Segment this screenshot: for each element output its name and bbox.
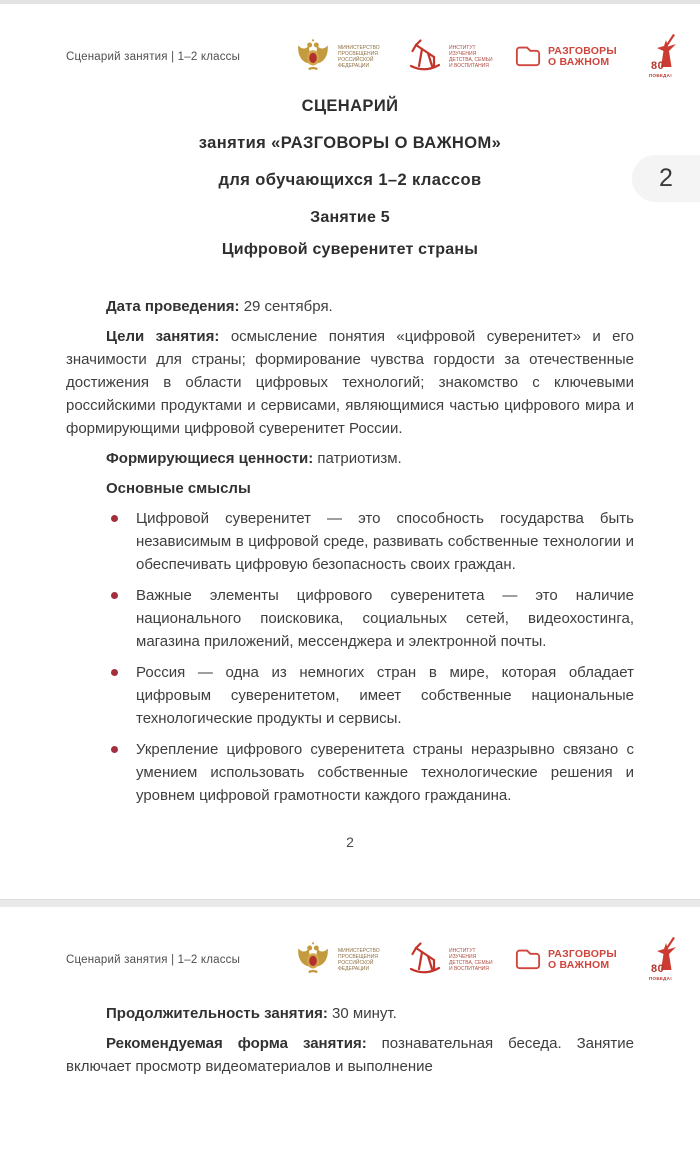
section-heading-main-ideas: Основные смыслы <box>106 480 251 497</box>
coat-of-arms-icon <box>294 939 332 982</box>
paragraph-date-label: Дата проведения: <box>106 298 240 315</box>
victory-80-text: 80 <box>651 963 665 975</box>
paragraph-values <box>66 447 634 470</box>
title-line-1: СЦЕНАРИЙ <box>301 97 399 115</box>
institute-logo <box>407 36 493 79</box>
ministry-logo <box>294 939 386 982</box>
page-indicator-badge <box>632 155 700 202</box>
paragraph-duration <box>66 1002 634 1025</box>
page-break-divider <box>0 899 700 907</box>
razgovory-logo <box>514 945 624 976</box>
razgovory-caption: РАЗГОВОРЫ О ВАЖНОМ <box>548 44 617 68</box>
list-item <box>66 661 634 730</box>
lesson-title: Цифровой суверенитет страны <box>221 241 479 258</box>
page-indicator-value: 2 <box>659 164 673 192</box>
victory-80-logo <box>645 33 685 81</box>
folder-icon <box>514 42 542 73</box>
header-logos <box>294 936 685 984</box>
title-line-2: занятия «РАЗГОВОРЫ О ВАЖНОМ» <box>198 134 502 152</box>
main-ideas-list <box>66 507 634 807</box>
paragraph-goals-text: осмысление понятия «цифровой суверенитет» и его значимости для страны; формирование чувства гордости за отечественные достижения в области цифровых технологий; знакомство с ключевыми российскими продуктами и сервисами, являющимися частью цифрового мира и формирующими цифровой суверенитет России. <box>66 328 634 437</box>
victory-pobeda-text: ПОБЕДА! <box>649 73 673 78</box>
document-title <box>66 95 634 192</box>
paragraph-duration-label: Продолжительность занятия: <box>106 1005 328 1022</box>
paragraph-date-text: 29 сентября. <box>243 298 333 315</box>
page-2 <box>0 935 700 1078</box>
header-running-title: Сценарий занятия | 1–2 классы <box>66 51 241 63</box>
institute-caption: ИНСТИТУТ ИЗУЧЕНИЯ ДЕТСТВА, СЕМЬИ И ВОСПИТАНИЯ <box>449 44 493 70</box>
header-logos <box>294 33 685 81</box>
page-1-body <box>66 295 634 807</box>
institute-logo <box>407 939 493 982</box>
previous-page-edge <box>0 0 700 4</box>
page-footer-number: 2 <box>346 834 354 850</box>
ministry-caption: МИНИСТЕРСТВО ПРОСВЕЩЕНИЯ РОССИЙСКОЙ ФЕДЕРАЦИИ <box>338 44 380 70</box>
paragraph-format-label: Рекомендуемая форма занятия: <box>106 1035 367 1052</box>
coat-of-arms-icon <box>294 36 332 79</box>
paragraph-values-label: Формирующиеся ценности: <box>106 450 314 467</box>
paragraph-format <box>66 1032 634 1078</box>
razgovory-caption: РАЗГОВОРЫ О ВАЖНОМ <box>548 947 617 971</box>
list-item-text: Важные элементы цифрового суверенитета — это наличие национального поисковика, социальных сетей, видеохостинга, магазина приложений, мессенджера и электронной почты. <box>136 587 634 650</box>
page-1 <box>0 32 700 899</box>
lesson-heading <box>66 206 634 261</box>
rocking-horse-icon <box>407 939 443 982</box>
victory-pobeda-text: ПОБЕДА! <box>649 976 673 981</box>
lesson-number: Занятие 5 <box>310 209 390 226</box>
list-item <box>66 507 634 576</box>
list-item <box>66 738 634 807</box>
folder-icon <box>514 945 542 976</box>
title-line-3: для обучающихся 1–2 классов <box>218 171 482 189</box>
paragraph-values-text: патриотизм. <box>317 450 402 467</box>
ministry-logo <box>294 36 386 79</box>
razgovory-logo <box>514 42 624 73</box>
paragraph-goals <box>66 325 634 440</box>
ministry-caption: МИНИСТЕРСТВО ПРОСВЕЩЕНИЯ РОССИЙСКОЙ ФЕДЕРАЦИИ <box>338 947 380 973</box>
page-2-body <box>66 1002 634 1078</box>
page-2-header <box>66 935 685 985</box>
paragraph-goals-label: Цели занятия: <box>106 328 220 345</box>
header-running-title: Сценарий занятия | 1–2 классы <box>66 954 241 966</box>
victory-80-logo <box>645 936 685 984</box>
list-item-text: Укрепление цифрового суверенитета страны неразрывно связано с умением использовать собственные технологические решения и уровнем цифровой грамотности каждого гражданина. <box>136 741 634 804</box>
list-item <box>66 584 634 653</box>
institute-caption: ИНСТИТУТ ИЗУЧЕНИЯ ДЕТСТВА, СЕМЬИ И ВОСПИТАНИЯ <box>449 947 493 973</box>
page-1-header <box>66 32 685 82</box>
paragraph-format-text: познавательная беседа. Занятие включает просмотр видеоматериалов и выполнение <box>66 1035 634 1075</box>
paragraph-duration-text: 30 минут. <box>332 1005 397 1022</box>
victory-80-text: 80 <box>651 60 665 72</box>
rocking-horse-icon <box>407 36 443 79</box>
list-item-text: Россия — одна из немногих стран в мире, которая обладает цифровым суверенитетом, имеет собственные национальные технологические продукты и сервисы. <box>136 664 634 727</box>
paragraph-date <box>66 295 634 318</box>
list-item-text: Цифровой суверенитет — это способность государства быть независимым в цифровой среде, развивать собственные технологии и обеспечивать цифровую безопасность своих граждан. <box>136 510 634 573</box>
